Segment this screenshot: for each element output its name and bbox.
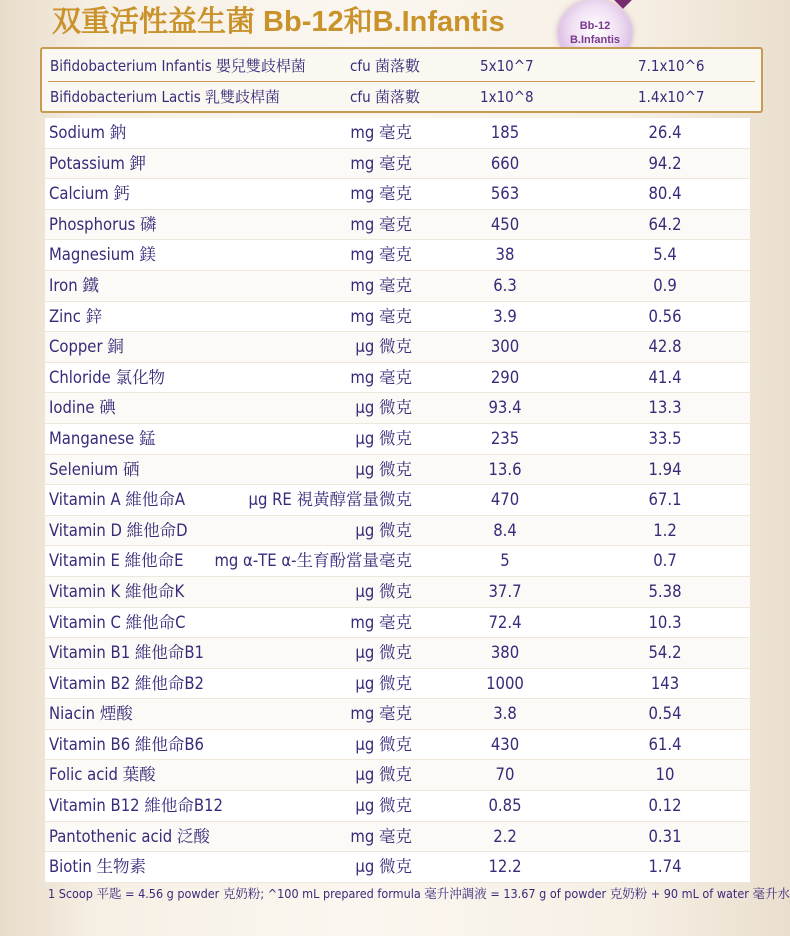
table-row [45,240,750,271]
nutrient-unit: μg 微克 [355,520,412,540]
nutrient-name: Vitamin A 維他命A [49,490,186,510]
value-per-100ml: 67.1 [648,490,682,510]
nutrient-unit: μg 微克 [355,459,412,479]
value-per-100ml: 0.9 [653,275,677,295]
value-per-100ml: 1.2 [653,520,677,540]
table-row [45,455,750,486]
nutrient-name: Niacin 煙酸 [49,704,133,724]
value-per-100ml: 0.12 [648,796,682,816]
table-row [45,546,750,577]
value-per-100g: 2.2 [493,826,517,846]
probiotic-name: Bifidobacterium Infantis 嬰兒雙歧桿菌 [50,57,306,75]
probiotic-row [42,53,761,79]
value-per-100g: 185 [490,123,520,142]
probiotic-value-per-100ml: 1.4x10^7 [638,88,705,106]
value-per-100ml: 10 [655,765,675,785]
nutrient-name: Vitamin B2 維他命B2 [49,673,205,693]
value-per-100ml: 80.4 [648,184,682,204]
value-per-100g: 37.7 [488,581,522,601]
nutrient-unit: mg 毫克 [350,184,412,204]
table-row [45,363,750,394]
value-per-100g: 3.9 [493,306,517,326]
table-row [45,210,750,241]
nutrient-unit: mg 毫克 [350,367,412,387]
nutrient-name: Vitamin B6 維他命B6 [49,734,205,754]
value-per-100ml: 10.3 [648,612,682,632]
nutrient-unit: mg 毫克 [350,245,412,265]
value-per-100g: 8.4 [493,520,517,540]
value-per-100g: 12.2 [488,857,522,877]
value-per-100ml: 1.94 [648,459,682,479]
nutrient-unit: μg 微克 [355,857,412,877]
nutrient-name: Folic acid 葉酸 [49,765,156,785]
nutrient-unit: μg 微克 [355,796,412,816]
value-per-100ml: 5.38 [648,581,682,601]
nutrient-unit: μg 微克 [355,734,412,754]
value-per-100g: 290 [490,367,520,387]
value-per-100g: 13.6 [488,459,522,479]
nutrient-unit: mg 毫克 [350,306,412,326]
nutrient-unit: mg 毫克 [350,612,412,632]
probiotics-table [40,47,763,113]
table-row [45,638,750,669]
nutrient-unit: mg 毫克 [350,704,412,724]
nutrient-name: Magnesium 鎂 [49,245,156,265]
table-row [45,485,750,516]
value-per-100ml: 0.54 [648,704,682,724]
nutrient-name: Vitamin E 維他命E [49,551,184,571]
value-per-100ml: 94.2 [648,153,682,173]
value-per-100g: 70 [495,765,515,785]
table-row [45,179,750,210]
nutrient-unit: mg α-TE α-生育酚當量毫克 [214,551,412,571]
nutrient-unit: mg 毫克 [350,275,412,295]
value-per-100ml: 13.3 [648,398,682,418]
page-title: 双重活性益生菌 Bb-12和B.Infantis [52,6,505,38]
probiotic-row [42,84,761,110]
nutrient-unit: μg 微克 [355,673,412,693]
table-row [45,516,750,547]
footnote: 1 Scoop 平匙 = 4.56 g powder 克奶粉; ^100 mL prepared formula 毫升沖調液 = 13.67 g of powder 克奶粉 + 90 mL of water 毫升水 [48,886,790,901]
nutrient-name: Potassium 鉀 [49,153,147,173]
value-per-100ml: 42.8 [648,337,682,357]
table-row [45,608,750,639]
nutrient-unit: μg 微克 [355,643,412,663]
value-per-100ml: 0.56 [648,306,682,326]
table-row [45,118,750,149]
value-per-100ml: 61.4 [648,734,682,754]
value-per-100g: 300 [490,337,520,357]
probiotic-divider [48,81,755,82]
table-row [45,271,750,302]
table-row [45,791,750,822]
value-per-100g: 6.3 [493,275,517,295]
nutrient-name: Biotin 生物素 [49,857,146,877]
nutrient-unit: μg 微克 [355,337,412,357]
nutrient-name: Chloride 氯化物 [49,367,165,387]
table-row [45,393,750,424]
value-per-100g: 38 [495,245,515,265]
nutrient-unit: μg 微克 [355,581,412,601]
value-per-100ml: 0.7 [653,551,677,571]
badge-ribbon-icon [613,0,633,9]
value-per-100g: 235 [490,428,520,448]
nutrient-name: Iron 鐵 [49,275,99,295]
nutrient-unit: mg 毫克 [350,826,412,846]
probiotic-unit: cfu 菌落數 [350,57,421,75]
nutrient-name: Pantothenic acid 泛酸 [49,826,210,846]
table-row [45,669,750,700]
table-row [45,577,750,608]
value-per-100ml: 143 [650,673,680,693]
value-per-100g: 1000 [486,673,524,693]
table-row [45,760,750,791]
probiotic-value-per-100g: 1x10^8 [480,88,534,106]
nutrient-unit: μg 微克 [355,428,412,448]
nutrient-name: Zinc 鋅 [49,306,103,326]
value-per-100g: 5 [500,551,510,571]
table-row [45,822,750,853]
nutrient-name: Vitamin B12 維他命B12 [49,796,223,816]
table-row [45,699,750,730]
table-row [45,730,750,761]
value-per-100g: 0.85 [488,796,522,816]
nutrient-unit: μg RE 視黃醇當量微克 [248,490,412,510]
probiotic-name: Bifidobacterium Lactis 乳雙歧桿菌 [50,88,281,106]
nutrient-name: Sodium 鈉 [49,123,127,142]
value-per-100ml: 41.4 [648,367,682,387]
table-row [45,149,750,180]
probiotic-value-per-100g: 5x10^7 [480,57,534,75]
nutrient-name: Vitamin C 維他命C [49,612,186,632]
value-per-100g: 380 [490,643,520,663]
probiotic-value-per-100ml: 7.1x10^6 [638,57,705,75]
nutrient-name: Selenium 硒 [49,459,140,479]
value-per-100g: 72.4 [488,612,522,632]
value-per-100g: 450 [490,214,520,234]
nutrient-name: Vitamin K 維他命K [49,581,185,601]
table-row [45,332,750,363]
badge-line-1: Bb-12 [579,20,611,32]
probiotic-unit: cfu 菌落數 [350,88,421,106]
value-per-100g: 563 [490,184,520,204]
value-per-100ml: 1.74 [648,857,682,877]
value-per-100ml: 54.2 [648,643,682,663]
table-row [45,852,750,883]
value-per-100ml: 33.5 [648,428,682,448]
nutrient-name: Iodine 碘 [49,398,116,418]
nutrient-unit: mg 毫克 [350,214,412,234]
nutrient-name: Phosphorus 磷 [49,214,157,234]
nutrient-table [45,118,750,883]
badge-line-2: B.Infantis [569,34,621,46]
nutrient-unit: mg 毫克 [350,153,412,173]
value-per-100g: 93.4 [488,398,522,418]
value-per-100g: 430 [490,734,520,754]
nutrient-name: Vitamin D 維他命D [49,520,188,540]
nutrient-unit: μg 微克 [355,765,412,785]
value-per-100ml: 26.4 [648,123,682,142]
value-per-100ml: 0.31 [648,826,682,846]
value-per-100g: 3.8 [493,704,517,724]
nutrient-unit: μg 微克 [355,398,412,418]
nutrient-name: Calcium 鈣 [49,184,130,204]
value-per-100g: 470 [490,490,520,510]
table-row [45,424,750,455]
table-row [45,302,750,333]
nutrient-name: Copper 銅 [49,337,124,357]
value-per-100g: 660 [490,153,520,173]
value-per-100ml: 5.4 [653,245,677,265]
nutrient-unit: mg 毫克 [350,123,412,142]
nutrient-name: Vitamin B1 維他命B1 [49,643,205,663]
nutrient-name: Manganese 錳 [49,428,156,448]
value-per-100ml: 64.2 [648,214,682,234]
